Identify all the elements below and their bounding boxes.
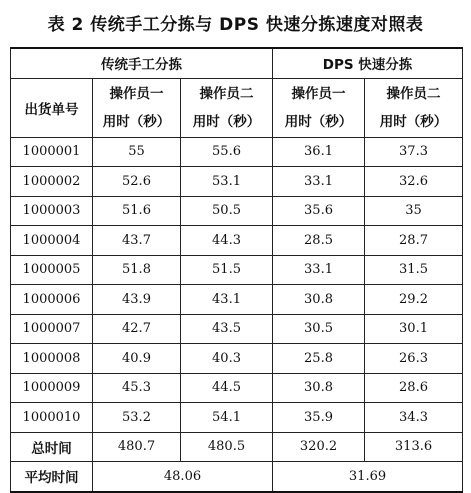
dps-op1-cell: 25.8 <box>273 344 365 374</box>
table-row <box>11 373 463 403</box>
manual-operator1-header <box>93 78 181 137</box>
manual-op2-cell: 44.3 <box>181 226 273 256</box>
total-dps-op1: 320.2 <box>273 432 365 462</box>
manual-op2-cell: 43.5 <box>181 314 273 344</box>
header-line2: 用时（秒） <box>379 113 448 130</box>
manual-op1-cell: 45.3 <box>93 373 181 403</box>
manual-op2-cell: 44.5 <box>181 373 273 403</box>
dps-op2-cell: 28.7 <box>365 226 463 256</box>
dps-op2-cell: 30.1 <box>365 314 463 344</box>
speed-comparison-table <box>10 47 463 493</box>
dps-operator2-header <box>365 78 463 137</box>
manual-op2-cell: 51.5 <box>181 255 273 285</box>
group-header-manual: 传统手工分拣 <box>11 48 273 78</box>
manual-op1-cell: 55 <box>93 137 181 167</box>
order-number-cell: 1000004 <box>11 226 93 256</box>
manual-op1-cell: 52.6 <box>93 167 181 197</box>
table-row <box>11 344 463 374</box>
manual-op2-cell: 55.6 <box>181 137 273 167</box>
dps-op2-cell: 31.5 <box>365 255 463 285</box>
manual-operator2-header <box>181 78 273 137</box>
total-manual-op1: 480.7 <box>93 432 181 462</box>
dps-op2-cell: 37.3 <box>365 137 463 167</box>
manual-op1-cell: 43.7 <box>93 226 181 256</box>
table-title: 表 2 传统手工分拣与 DPS 快速分拣速度对照表 <box>47 15 424 35</box>
table-row <box>11 196 463 226</box>
average-row <box>11 462 463 492</box>
order-number-cell: 1000002 <box>11 167 93 197</box>
header-line2: 用时（秒） <box>284 113 353 130</box>
table-row <box>11 167 463 197</box>
header-line2: 用时（秒） <box>192 113 261 130</box>
dps-op1-cell: 35.6 <box>273 196 365 226</box>
dps-op1-cell: 36.1 <box>273 137 365 167</box>
table-row <box>11 255 463 285</box>
total-manual-op2: 480.5 <box>181 432 273 462</box>
average-dps: 31.69 <box>273 462 463 492</box>
manual-op1-cell: 43.9 <box>93 285 181 315</box>
manual-op1-cell: 40.9 <box>93 344 181 374</box>
dps-op1-cell: 33.1 <box>273 255 365 285</box>
manual-op2-cell: 43.1 <box>181 285 273 315</box>
data-rows <box>11 137 463 432</box>
dps-op2-cell: 32.6 <box>365 167 463 197</box>
dps-op1-cell: 30.8 <box>273 373 365 403</box>
dps-operator1-header <box>273 78 365 137</box>
dps-op1-cell: 30.8 <box>273 285 365 315</box>
table-row <box>11 285 463 315</box>
header-line1: 操作员一 <box>291 85 346 102</box>
dps-op1-cell: 30.5 <box>273 314 365 344</box>
table-row <box>11 314 463 344</box>
order-number-cell: 1000008 <box>11 344 93 374</box>
dps-op1-cell: 33.1 <box>273 167 365 197</box>
order-number-cell: 1000007 <box>11 314 93 344</box>
manual-op1-cell: 51.8 <box>93 255 181 285</box>
table-row <box>11 403 463 433</box>
comparison-table-container <box>10 47 462 493</box>
average-label: 平均时间 <box>11 462 93 492</box>
dps-op1-cell: 35.9 <box>273 403 365 433</box>
table-row <box>11 137 463 167</box>
header-line2: 用时（秒） <box>102 113 171 130</box>
group-header-row <box>11 48 463 78</box>
dps-op2-cell: 34.3 <box>365 403 463 433</box>
order-number-cell: 1000010 <box>11 403 93 433</box>
header-line1: 操作员二 <box>386 85 441 102</box>
dps-op2-cell: 29.2 <box>365 285 463 315</box>
group-header-dps: DPS 快速分拣 <box>273 48 463 78</box>
manual-op2-cell: 50.5 <box>181 196 273 226</box>
header-line1: 操作员二 <box>199 85 254 102</box>
dps-op2-cell: 26.3 <box>365 344 463 374</box>
order-number-cell: 1000001 <box>11 137 93 167</box>
table-row <box>11 226 463 256</box>
dps-op2-cell: 35 <box>365 196 463 226</box>
order-number-cell: 1000006 <box>11 285 93 315</box>
manual-op1-cell: 51.6 <box>93 196 181 226</box>
manual-op1-cell: 53.2 <box>93 403 181 433</box>
manual-op2-cell: 54.1 <box>181 403 273 433</box>
average-manual: 48.06 <box>93 462 273 492</box>
manual-op2-cell: 53.1 <box>181 167 273 197</box>
manual-op2-cell: 40.3 <box>181 344 273 374</box>
total-dps-op2: 313.6 <box>365 432 463 462</box>
dps-op1-cell: 28.5 <box>273 226 365 256</box>
order-number-cell: 1000003 <box>11 196 93 226</box>
header-line1: 操作员一 <box>109 85 164 102</box>
dps-op2-cell: 28.6 <box>365 373 463 403</box>
order-number-cell: 1000009 <box>11 373 93 403</box>
order-number-cell: 1000005 <box>11 255 93 285</box>
total-label: 总时间 <box>11 432 93 462</box>
order-number-header: 出货单号 <box>11 78 93 137</box>
column-header-row <box>11 78 463 137</box>
manual-op1-cell: 42.7 <box>93 314 181 344</box>
total-row <box>11 432 463 462</box>
